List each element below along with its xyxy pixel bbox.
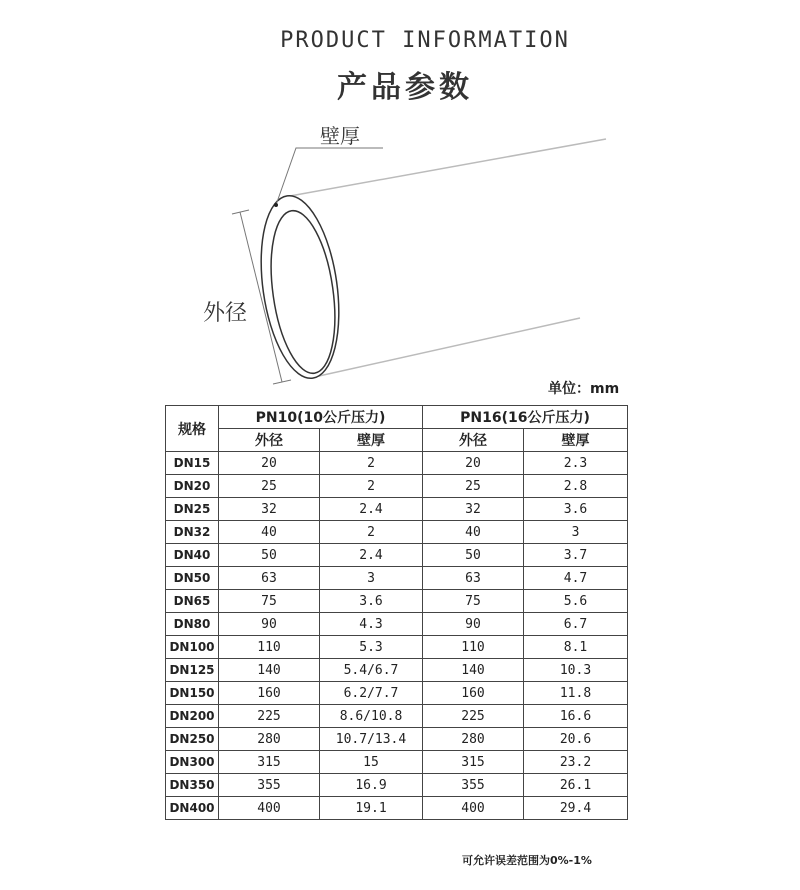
value-cell: 400 (219, 797, 320, 820)
value-cell: 8.1 (524, 636, 628, 659)
subheader-od-pn16: 外径 (423, 429, 524, 452)
tolerance-note: 可允许误差范围为0%-1% (462, 854, 592, 867)
value-cell: 23.2 (524, 751, 628, 774)
value-cell: 63 (423, 567, 524, 590)
table-row (166, 659, 628, 682)
spec-cell: DN350 (166, 774, 219, 797)
pipe-diagram (0, 0, 800, 400)
value-cell: 6.2/7.7 (320, 682, 423, 705)
value-cell: 225 (219, 705, 320, 728)
value-cell: 5.4/6.7 (320, 659, 423, 682)
table-row (166, 567, 628, 590)
value-cell: 25 (423, 475, 524, 498)
table-row (166, 705, 628, 728)
value-cell: 50 (219, 544, 320, 567)
value-cell: 140 (423, 659, 524, 682)
value-cell: 40 (219, 521, 320, 544)
value-cell: 6.7 (524, 613, 628, 636)
value-cell: 4.7 (524, 567, 628, 590)
value-cell: 16.9 (320, 774, 423, 797)
value-cell: 32 (219, 498, 320, 521)
table-row (166, 636, 628, 659)
value-cell: 3.7 (524, 544, 628, 567)
wall-point (274, 203, 278, 207)
value-cell: 90 (423, 613, 524, 636)
value-cell: 50 (423, 544, 524, 567)
wall-thickness-label: 壁厚 (320, 124, 360, 148)
spec-cell: DN400 (166, 797, 219, 820)
value-cell: 315 (423, 751, 524, 774)
spec-cell: DN100 (166, 636, 219, 659)
spec-header: 规格 (166, 406, 219, 452)
value-cell: 2 (320, 475, 423, 498)
value-cell: 2.4 (320, 498, 423, 521)
table-row (166, 728, 628, 751)
value-cell: 110 (219, 636, 320, 659)
table-row (166, 774, 628, 797)
value-cell: 280 (423, 728, 524, 751)
table-row (166, 682, 628, 705)
spec-cell: DN125 (166, 659, 219, 682)
table-row (166, 475, 628, 498)
value-cell: 10.7/13.4 (320, 728, 423, 751)
spec-cell: DN200 (166, 705, 219, 728)
value-cell: 2 (320, 452, 423, 475)
value-cell: 3.6 (320, 590, 423, 613)
value-cell: 26.1 (524, 774, 628, 797)
value-cell: 16.6 (524, 705, 628, 728)
value-cell: 75 (423, 590, 524, 613)
outer-diameter-label: 外径 (203, 301, 248, 326)
spec-cell: DN80 (166, 613, 219, 636)
spec-cell: DN150 (166, 682, 219, 705)
value-cell: 29.4 (524, 797, 628, 820)
title-chinese: 产品参数 (337, 70, 473, 105)
value-cell: 280 (219, 728, 320, 751)
spec-cell: DN50 (166, 567, 219, 590)
unit-label: 单位：mm (548, 381, 620, 397)
value-cell: 10.3 (524, 659, 628, 682)
table-row (166, 498, 628, 521)
value-cell: 90 (219, 613, 320, 636)
table-row (166, 544, 628, 567)
value-cell: 140 (219, 659, 320, 682)
spec-cell: DN65 (166, 590, 219, 613)
value-cell: 15 (320, 751, 423, 774)
value-cell: 2.4 (320, 544, 423, 567)
value-cell: 160 (219, 682, 320, 705)
group-header-pn16: PN16(16公斤压力) (423, 406, 628, 429)
spec-cell: DN15 (166, 452, 219, 475)
value-cell: 63 (219, 567, 320, 590)
table-row (166, 590, 628, 613)
pipe-bottom-edge (310, 318, 580, 378)
value-cell: 11.8 (524, 682, 628, 705)
spec-cell: DN250 (166, 728, 219, 751)
group-header-pn10: PN10(10公斤压力) (219, 406, 423, 429)
value-cell: 5.3 (320, 636, 423, 659)
spec-table (165, 405, 628, 820)
table-row (166, 751, 628, 774)
value-cell: 75 (219, 590, 320, 613)
value-cell: 160 (423, 682, 524, 705)
spec-cell: DN20 (166, 475, 219, 498)
value-cell: 25 (219, 475, 320, 498)
value-cell: 3 (524, 521, 628, 544)
value-cell: 5.6 (524, 590, 628, 613)
value-cell: 2 (320, 521, 423, 544)
spec-cell: DN32 (166, 521, 219, 544)
table-row (166, 797, 628, 820)
value-cell: 400 (423, 797, 524, 820)
spec-cell: DN40 (166, 544, 219, 567)
value-cell: 225 (423, 705, 524, 728)
value-cell: 40 (423, 521, 524, 544)
value-cell: 315 (219, 751, 320, 774)
value-cell: 355 (423, 774, 524, 797)
title-english: PRODUCT INFORMATION (280, 28, 570, 53)
value-cell: 2.3 (524, 452, 628, 475)
value-cell: 355 (219, 774, 320, 797)
subheader-wall-pn16: 壁厚 (524, 429, 628, 452)
table-row (166, 452, 628, 475)
value-cell: 2.8 (524, 475, 628, 498)
value-cell: 20 (219, 452, 320, 475)
value-cell: 3.6 (524, 498, 628, 521)
spec-cell: DN25 (166, 498, 219, 521)
value-cell: 3 (320, 567, 423, 590)
value-cell: 20.6 (524, 728, 628, 751)
value-cell: 19.1 (320, 797, 423, 820)
value-cell: 8.6/10.8 (320, 705, 423, 728)
value-cell: 110 (423, 636, 524, 659)
spec-cell: DN300 (166, 751, 219, 774)
value-cell: 4.3 (320, 613, 423, 636)
subheader-od-pn10: 外径 (219, 429, 320, 452)
table-row (166, 613, 628, 636)
subheader-wall-pn10: 壁厚 (320, 429, 423, 452)
value-cell: 32 (423, 498, 524, 521)
table-row (166, 521, 628, 544)
value-cell: 20 (423, 452, 524, 475)
spec-table-body (166, 452, 628, 820)
